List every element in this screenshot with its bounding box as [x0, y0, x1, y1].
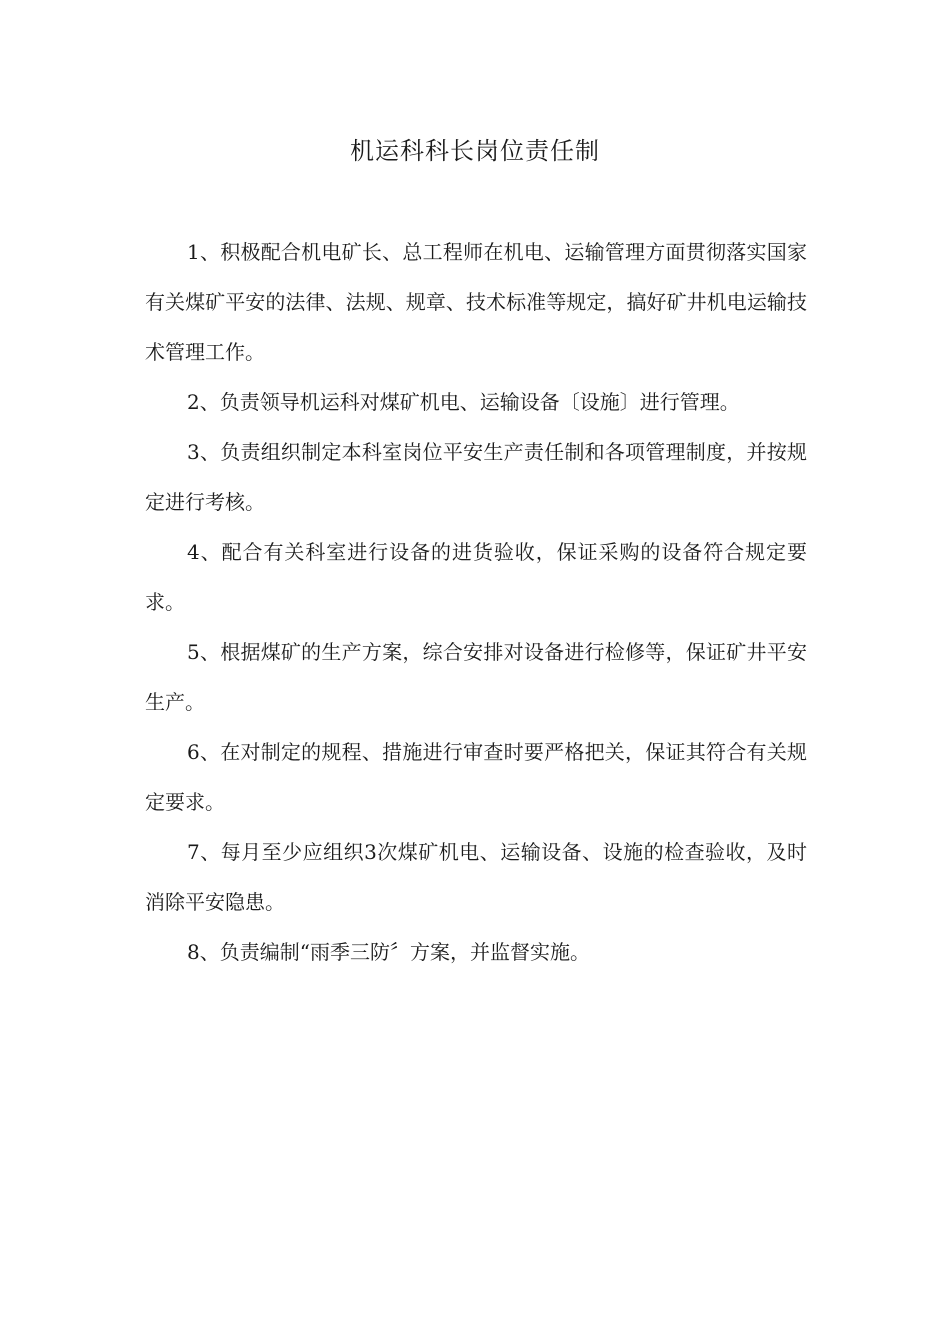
document-body — [145, 227, 807, 977]
responsibility-item-8: 8、负责编制“雨季三防〞方案，并监督实施。 — [187, 940, 590, 964]
responsibility-item-1: 1、积极配合机电矿长、总工程师在机电、运输管理方面贯彻落实国家有关煤矿平安的法律、法规、规章、技术标准等规定，搞好矿井机电运输技术管理工作。 — [145, 240, 807, 364]
responsibility-item-4: 4、配合有关科室进行设备的进货验收，保证采购的设备符合规定要求。 — [145, 540, 807, 614]
responsibility-item-5: 5、根据煤矿的生产方案，综合安排对设备进行检修等，保证矿井平安生产。 — [145, 640, 807, 714]
responsibility-item-6: 6、在对制定的规程、措施进行审查时要严格把关，保证其符合有关规定要求。 — [145, 740, 807, 814]
responsibility-item-2: 2、负责领导机运科对煤矿机电、运输设备〔设施〕进行管理。 — [187, 390, 740, 414]
document-title: 机运科科长岗位责任制 — [350, 137, 600, 165]
responsibility-item-3: 3、负责组织制定本科室岗位平安生产责任制和各项管理制度，并按规定进行考核。 — [145, 440, 807, 514]
responsibility-item-7: 7、每月至少应组织3次煤矿机电、运输设备、设施的检查验收，及时消除平安隐患。 — [145, 840, 807, 914]
